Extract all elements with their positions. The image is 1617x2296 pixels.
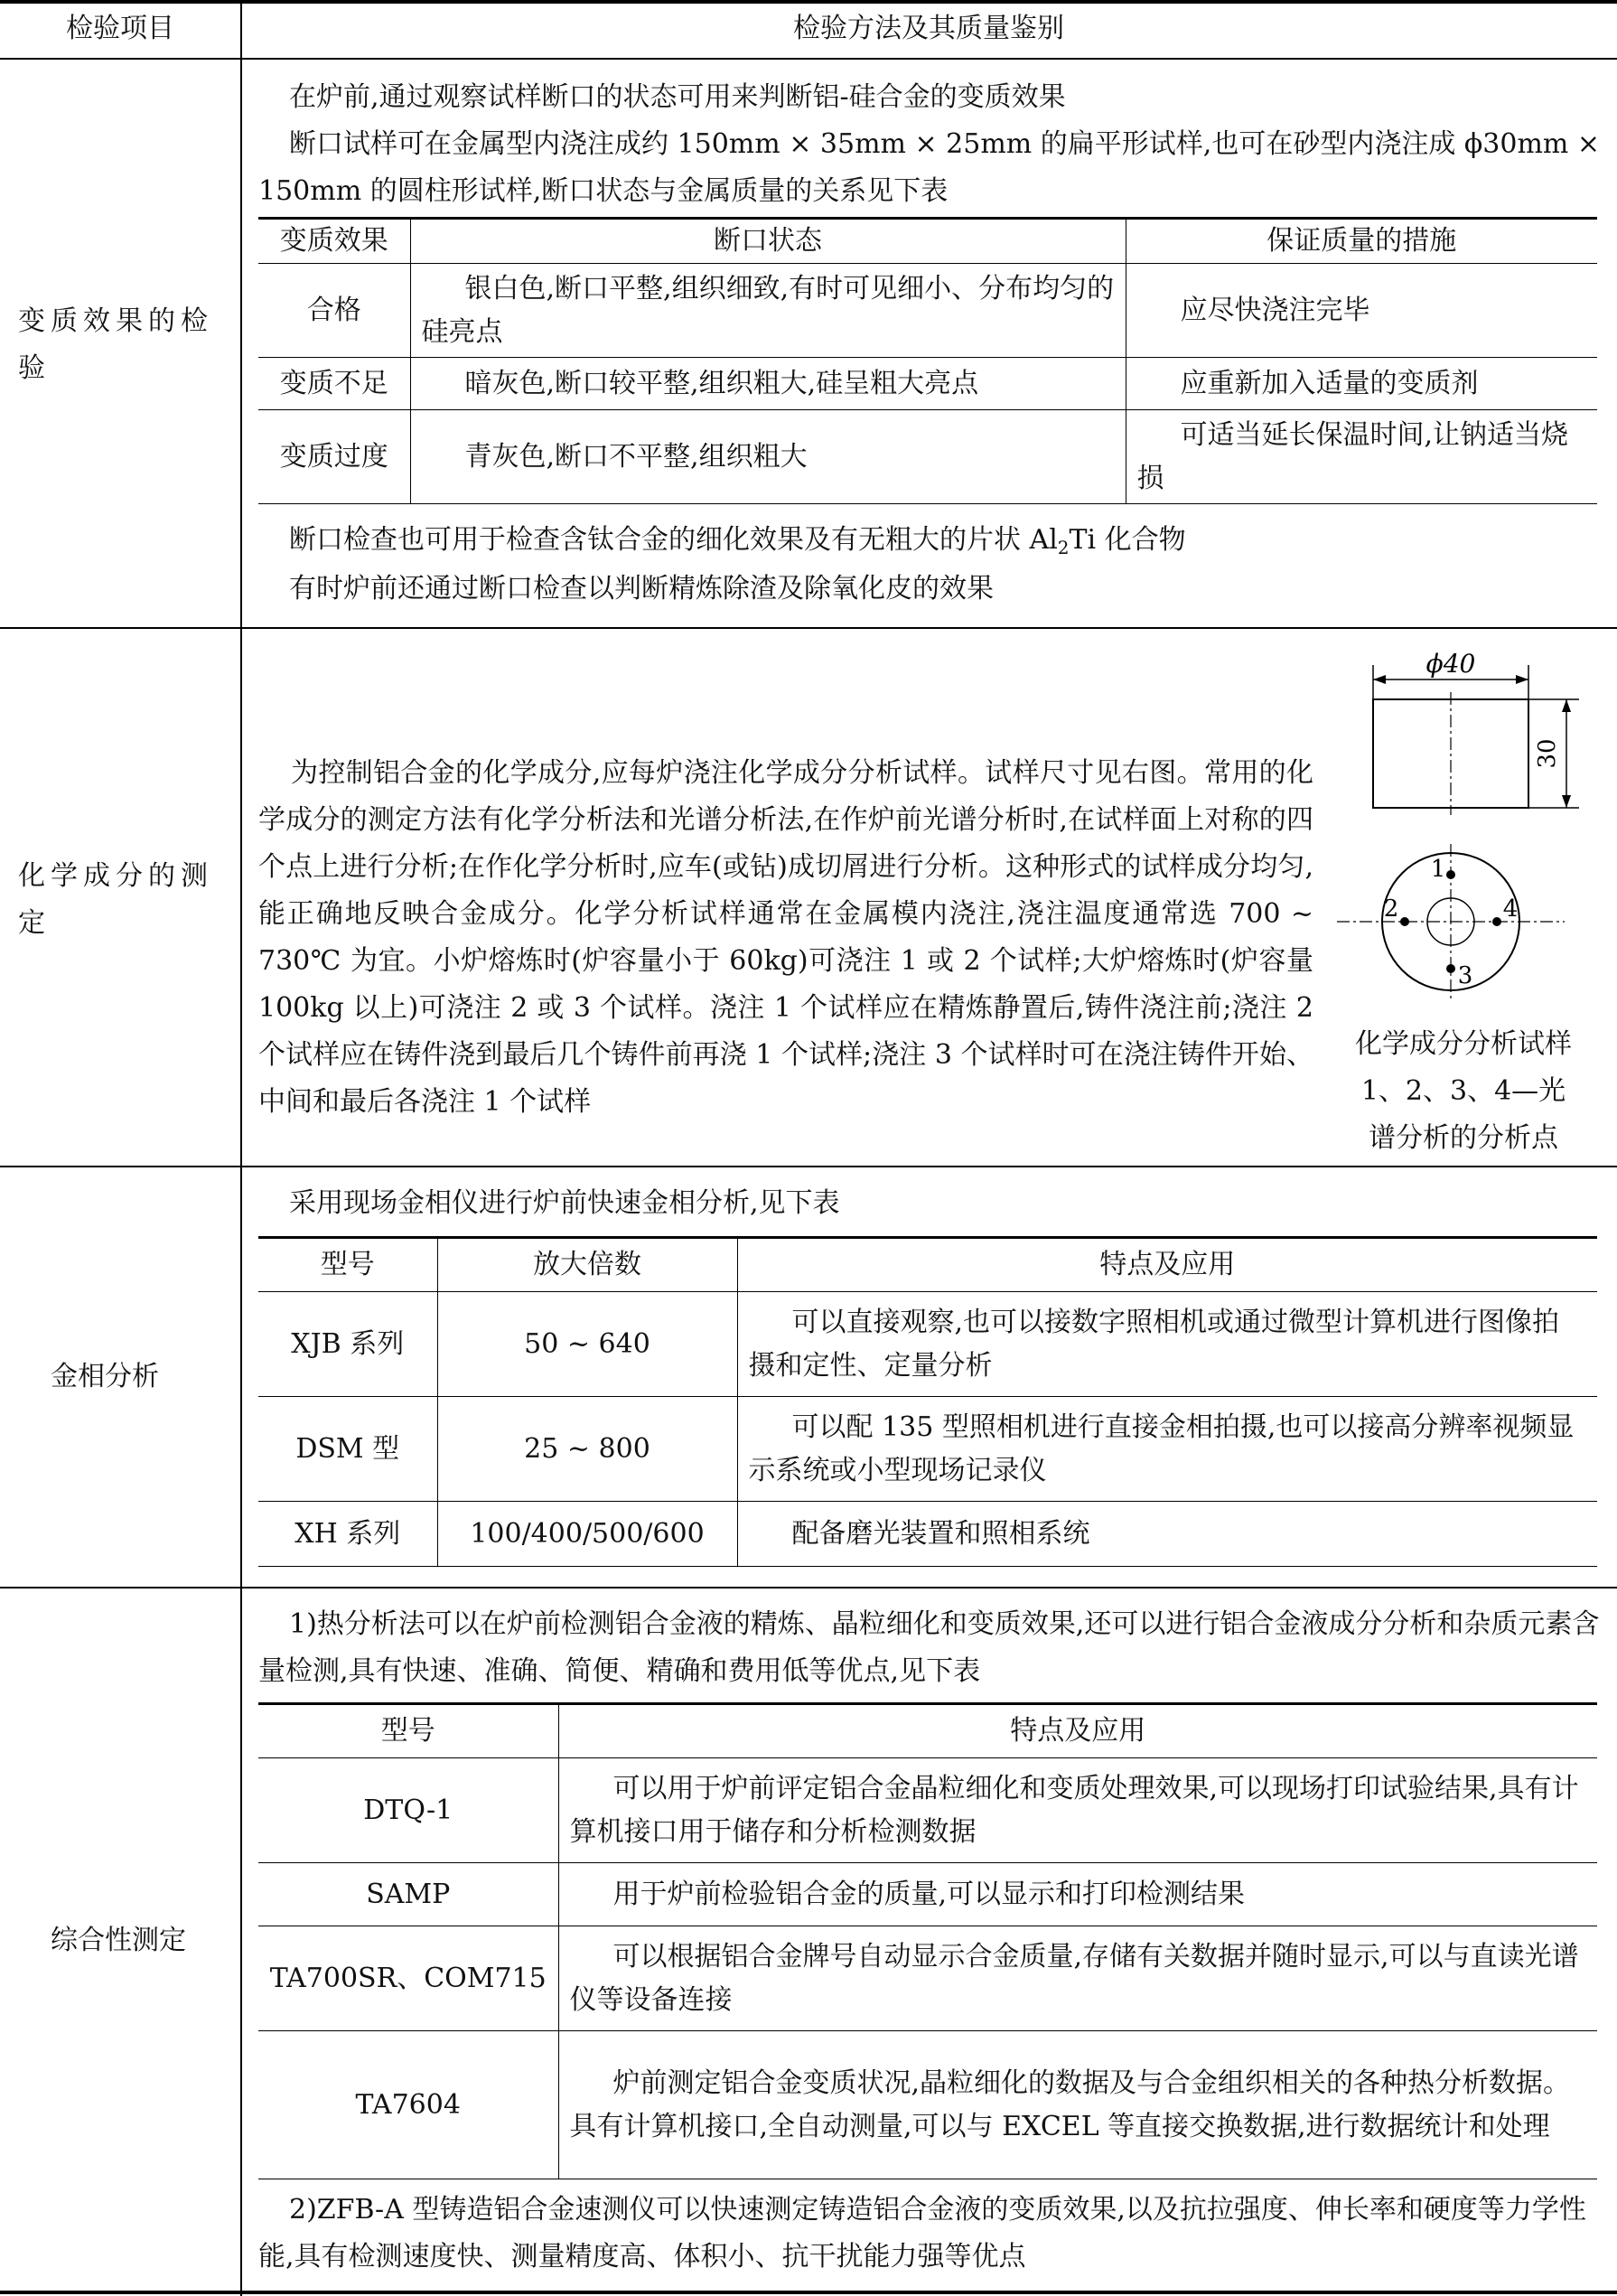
analysis-point-3 [1446,964,1455,973]
met-cell-feature: 可以配 135 型照相机进行直接金相拍摄,也可以接高分辨率视频显示系统或小型现场记录仪 [737,1397,1597,1502]
table-row [258,2031,1597,2179]
comp-cell-model: TA7604 [258,2031,558,2179]
analysis-point-2 [1400,917,1409,926]
section-rule-3 [0,1587,1617,1588]
comp-cell-model: DTQ-1 [258,1758,558,1863]
mod-th-effect: 变质效果 [258,219,410,264]
mod-cell-fracture: 银白色,断口平整,组织细致,有时可见细小、分布均匀的硅亮点 [410,264,1126,358]
figure-caption-3: 谱分析的分析点 [1369,1122,1558,1154]
table-row [258,1926,1597,2031]
dim-height-label: 30 [1534,738,1561,769]
arrow-right [1516,675,1528,684]
comp-cell-feature: 可以根据铝合金牌号自动显示合金质量,存储有关数据并随时显示,可以与直读光谱仪等设备连接 [558,1926,1597,2031]
point-label-2: 2 [1383,895,1399,923]
modification-intro-1: 在炉前,通过观察试样断口的状态可用来判断铝-硅合金的变质效果 [289,81,1066,113]
mod-cell-measure: 应尽快浇注完毕 [1126,264,1597,358]
top-rule [0,0,1617,4]
metallographic-table [258,1236,1597,1567]
header-col2: 检验方法及其质量鉴别 [793,13,1064,44]
column-divider [240,0,242,2296]
met-th-feature: 特点及应用 [737,1238,1597,1292]
comp-th-feature: 特点及应用 [558,1704,1597,1758]
modification-note-1 [289,517,1186,571]
section-label-metallographic: 金相分析 [51,1361,159,1392]
modification-note-2: 有时炉前还通过断口检查以判断精炼除渣及除氧化皮的效果 [289,573,994,604]
modification-intro-2: 断口试样可在金属型内浇注成约 150mm × 35mm × 25mm 的扁平形试样,也可在砂型内浇注成 ϕ30mm × 150mm 的圆柱形试样,断口状态与金属质量的关系见下表 [258,128,1601,207]
comp-cell-feature: 炉前测定铝合金变质状况,晶粒细化的数据及与合金组织相关的各种热分析数据。具有计算机接口,全自动测量,可以与 EXCEL 等直接交换数据,进行数据统计和处理 [558,2031,1597,2179]
met-cell-mag: 50 ~ 640 [437,1292,737,1397]
comp-th-model: 型号 [258,1704,558,1758]
met-cell-model: XJB 系列 [258,1292,437,1397]
mod-th-fracture: 断口状态 [410,219,1126,264]
section-label-modification: 变质效果的检验 [18,305,213,384]
met-cell-feature: 配备磨光装置和照相系统 [737,1502,1597,1567]
mod-cell-effect: 变质过度 [258,410,410,504]
comp-cell-feature: 可以用于炉前评定铝合金晶粒细化和变质处理效果,可以现场打印试验结果,具有计算机接口用于储存和分析检测数据 [558,1758,1597,1863]
bottom-rule [0,2291,1617,2294]
met-cell-mag: 25 ~ 800 [437,1397,737,1502]
mod-cell-measure: 可适当延长保温时间,让钠适当烧损 [1126,410,1597,504]
mod-cell-fracture: 青灰色,断口不平整,组织粗大 [410,410,1126,504]
met-cell-feature: 可以直接观察,也可以接数字照相机或通过微型计算机进行图像拍摄和定性、定量分析 [737,1292,1597,1397]
comp-cell-feature: 用于炉前检验铝合金的质量,可以显示和打印检测结果 [558,1863,1597,1926]
header-col1: 检验项目 [66,13,174,44]
section-label-chemical: 化学成分的测定 [18,860,213,939]
table-row [258,1502,1597,1567]
section-rule-2 [0,1166,1617,1167]
point-label-4: 4 [1502,895,1519,923]
arrow-bottom [1562,795,1571,808]
comprehensive-outro: 2)ZFB-A 型铸造铝合金速测仪可以快速测定铸造铝合金液的变质效果,以及抗拉强度、伸长率和硬度等力学性能,具有检测速度快、测量精度高、体积小、抗干扰能力强等优点 [258,2194,1586,2273]
note-text-a: 断口检查也可用于检查含钛合金的细化效果及有无粗大的片状 Al [289,524,1058,556]
comp-cell-model: TA700SR、COM715 [258,1926,558,2031]
mod-th-measure: 保证质量的措施 [1126,219,1597,264]
analysis-point-4 [1492,917,1501,926]
met-th-model: 型号 [258,1238,437,1292]
comprehensive-intro: 1)热分析法可以在炉前检测铝合金液的精炼、晶粒细化和变质效果,还可以进行铝合金液成分分析和杂质元素含量检测,具有快速、准确、简便、精确和费用低等优点,见下表 [258,1608,1600,1687]
figure-caption-1: 化学成分分析试样 [1355,1028,1572,1060]
chemical-body: 为控制铝合金的化学成分,应每炉浇注化学成分分析试样。试样尺寸见右图。常用的化学成分的测定方法有化学分析法和光谱分析法,在作炉前光谱分析时,在试样面上对称的四个点上进行分析;在作化学分析时,应车(或钻)成切屑进行分析。这种形式的试样成分均匀,能正确地反映合金成分。化学分析试样通常在金属模内浇注,浇注温度通常选 700 ~ 730℃ 为宜。小炉熔炼时(炉容量小于 60kg)可浇注 1 或 2 个试样;大炉熔炼时(炉容量 100kg 以上)可浇注 2 或 3 个试样。浇注 1 个试样应在精炼静置后,铸件浇注前;浇注 2 个试样应在铸件浇到最后几个铸件前再浇 1 个试样;浇注 3 个试样时可在浇注铸件开始、中间和最后各浇注 1 个试样 [258,757,1313,1118]
modification-table [258,217,1597,504]
comp-cell-model: SAMP [258,1863,558,1926]
table-row [258,1292,1597,1397]
dim-width-label: ϕ40 [1425,649,1476,679]
specimen-figure [1328,645,1608,1025]
point-label-1: 1 [1430,856,1446,883]
figure-caption-2: 1、2、3、4—光 [1360,1075,1566,1107]
metallographic-intro: 采用现场金相仪进行炉前快速金相分析,见下表 [289,1187,840,1219]
point-label-3: 3 [1457,962,1473,989]
table-row [258,358,1597,410]
section-label-comprehensive: 综合性测定 [51,1925,186,1956]
arrow-top [1562,699,1571,712]
met-th-mag: 放大倍数 [437,1238,737,1292]
note-text-b: Ti 化合物 [1069,524,1186,556]
table-row [258,1397,1597,1502]
table-row [258,264,1597,358]
mod-cell-fracture: 暗灰色,断口较平整,组织粗大,硅呈粗大亮点 [410,358,1126,410]
arrow-left [1373,675,1386,684]
header-rule [0,58,1617,60]
section-rule-1 [0,627,1617,629]
met-cell-mag: 100/400/500/600 [437,1502,737,1567]
met-cell-model: DSM 型 [258,1397,437,1502]
analysis-point-1 [1446,870,1455,879]
mod-cell-measure: 应重新加入适量的变质剂 [1126,358,1597,410]
comprehensive-table [258,1702,1597,2179]
met-cell-model: XH 系列 [258,1502,437,1567]
table-row [258,410,1597,504]
mod-cell-effect: 合格 [258,264,410,358]
note-subscript: 2 [1057,537,1070,558]
mod-cell-effect: 变质不足 [258,358,410,410]
table-row [258,1758,1597,1863]
table-row [258,1863,1597,1926]
